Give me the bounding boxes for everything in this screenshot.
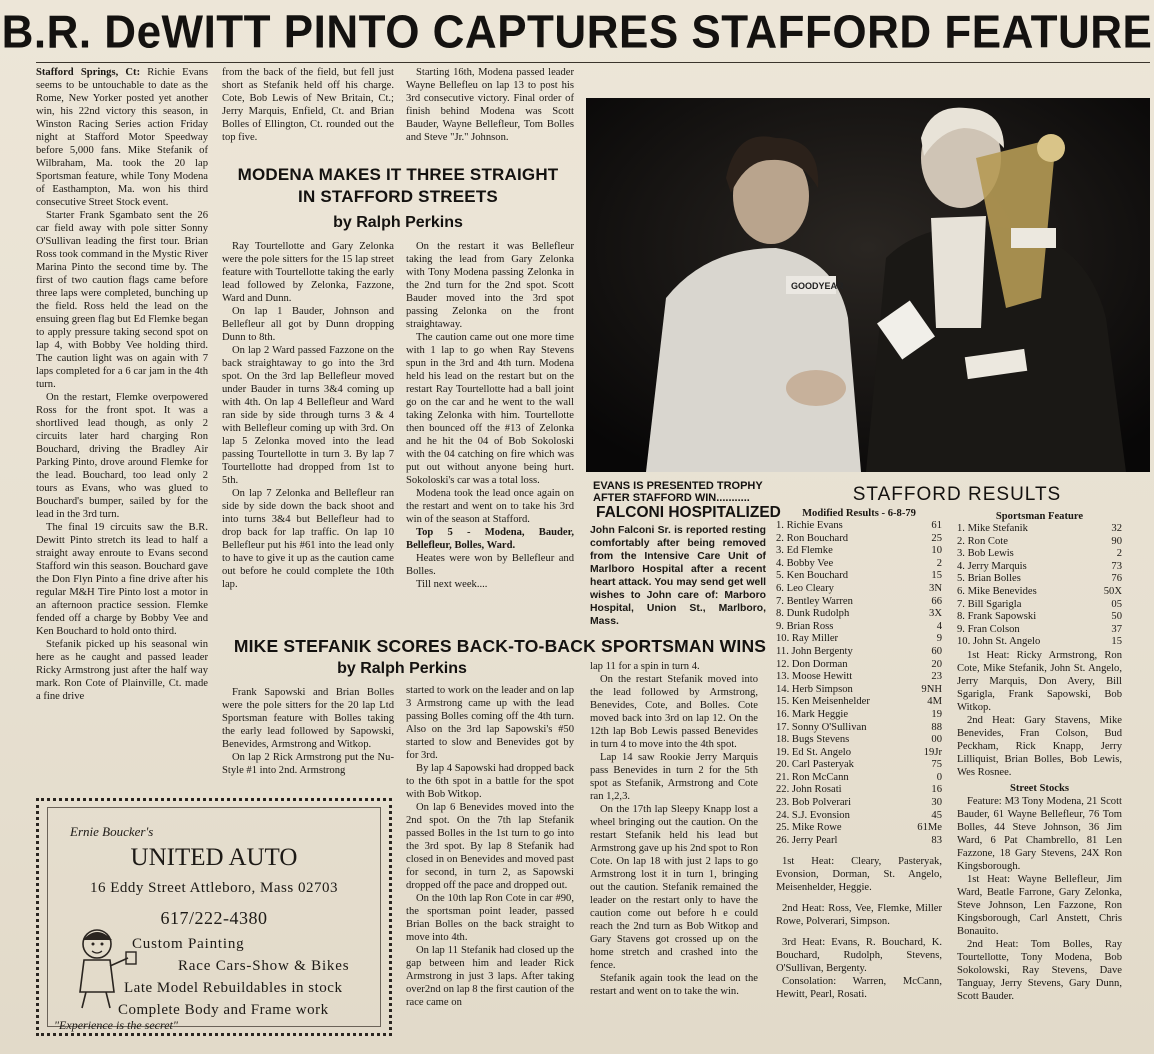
lead-paragraph: Stafford Springs, Ct: Richie Evans seems to be untouchable to date as the Rome, New Yorker posted yet another win, his 22nd victory this season, in Winston Racing Series action Friday night at Stafford Motor Speedway before 5,000 fans. Mike Stefanik of Wilbraham, Ma. took the 20 lap Sportsman feature, while Tony Modena of Easthampton, Ma. won his third consecutive Street Stock event.	[36, 67, 208, 208]
car-number: 3N	[929, 582, 942, 594]
sportsman-heat: 2nd Heat: Gary Stavens, Mike Benevides, Fran Colson, Bud Peckham, Rick Knapp, Jerry Lilliquist, Brian Bolles, Bob Lewis, Wes Rosnee.	[957, 714, 1122, 778]
street-stocks-heading: Street Stocks	[1010, 782, 1069, 794]
modified-result-row	[776, 659, 942, 672]
driver-name: 21. Ron McCann	[776, 771, 849, 783]
sportsman-result-row	[957, 611, 1122, 624]
modified-results	[776, 507, 942, 1001]
car-number: 73	[1111, 560, 1122, 572]
car-number: 2	[936, 557, 942, 569]
lead-story-column-2	[222, 66, 394, 144]
modified-result-row	[776, 671, 942, 684]
sportsman-result-row	[957, 586, 1122, 599]
modena-headline: MODENA MAKES IT THREE STRAIGHT IN STAFFORD STREETS	[237, 165, 559, 206]
story-paragraph: On lap 11 Stefanik had closed up the gap between him and leader Rick Armstrong in just 3 laps. After taking over2nd on lap 8 the first caution of the race came on	[406, 945, 574, 1008]
driver-name: 15. Ken Meisenhelder	[776, 696, 870, 708]
lead-story-column-1	[36, 66, 208, 703]
modified-result-row	[776, 797, 942, 810]
car-number: 3X	[929, 608, 942, 620]
modena-byline: by Ralph Perkins	[333, 214, 463, 231]
dateline: Stafford Springs, Ct:	[36, 67, 141, 78]
mechanic-cartoon-icon	[62, 922, 142, 1012]
modified-result-row	[776, 709, 942, 722]
car-number: 37	[1111, 623, 1122, 635]
car-number: 25	[931, 532, 942, 544]
story-paragraph: Heates were won by Bellefleur and Bolles.	[406, 553, 574, 577]
modified-heat: 3rd Heat: Evans, R. Bouchard, K. Bouchard, Rudolph, Stevens, O'Sullivan, Bergenty.	[776, 937, 942, 975]
modified-result-row	[776, 734, 942, 747]
story-paragraph: On lap 1 Bauder, Johnson and Bellefleur all got by Dunn dropping Dunn to 8th.	[222, 306, 394, 343]
stefanik-column-c	[590, 660, 758, 998]
driver-name: 17. Sonny O'Sullivan	[776, 721, 867, 733]
driver-name: 22. John Rosati	[776, 784, 842, 796]
ad-service-rebuildables: Late Model Rebuildables in stock	[124, 980, 343, 996]
modified-result-row	[776, 684, 942, 697]
sportsman-heat: 1st Heat: Ricky Armstrong, Ron Cote, Mike Stefanik, John St. Angelo, Jerry Marquis, Don Avery, Bill Sgarigla, Frank Sapowski, Bob Witkop.	[957, 649, 1122, 713]
modified-heat: 2nd Heat: Ross, Vee, Flemke, Miller Rowe, Polverari, Simpson.	[776, 903, 942, 928]
modified-result-row	[776, 784, 942, 797]
united-auto-ad	[36, 798, 392, 1036]
driver-name: 11. John Bergenty	[776, 645, 853, 657]
car-number: 66	[931, 595, 942, 607]
story-paragraph: Lap 14 saw Rookie Jerry Marquis pass Benevides in turn 2 for the 5th spot as Stefanik, Armstrong and Cote ran 1,2,3.	[590, 752, 758, 802]
driver-name: 10. John St. Angelo	[957, 636, 1041, 648]
street-stock-result: Feature: M3 Tony Modena, 21 Scott Bauder, 61 Wayne Bellefleur, 76 Tom Bolles, 44 Steve Johnson, 36 Jim Ward, 6 Pat Chambrello, 81 Len Fazzone, 18 Gary Stevens, 24X Ron Kingsborough.	[957, 795, 1122, 872]
falconi-headline: FALCONI HOSPITALIZED	[596, 504, 781, 521]
modified-result-row	[776, 810, 942, 823]
modified-result-row	[776, 646, 942, 659]
sportsman-results	[957, 510, 1122, 1003]
car-number: 61Me	[917, 822, 942, 834]
modified-result-row	[776, 533, 942, 546]
driver-name: 3. Bob Lewis	[957, 548, 1014, 560]
story-paragraph: Till next week....	[416, 579, 488, 590]
results-title: STAFFORD RESULTS	[852, 484, 1062, 505]
modified-results-list	[776, 520, 942, 847]
driver-name: 19. Ed St. Angelo	[776, 746, 852, 758]
car-number: 9	[936, 633, 942, 645]
story-paragraph: Stefanik again took the lead on the restart and went on to take the win.	[590, 973, 758, 997]
story-paragraph: On the 10th lap Ron Cote in car #90, the sportsman point leader, passed Brian Bolles on the back straight to move into 4th.	[406, 893, 574, 943]
modified-result-row	[776, 822, 942, 835]
car-number: 83	[931, 834, 942, 846]
stefanik-column-a	[222, 686, 394, 777]
driver-name: 4. Jerry Marquis	[957, 560, 1027, 572]
driver-name: 26. Jerry Pearl	[776, 834, 838, 846]
car-number: 16	[931, 784, 942, 796]
sportsman-result-row	[957, 573, 1122, 586]
driver-name: 5. Brian Bolles	[957, 573, 1021, 585]
car-number: 4M	[927, 696, 942, 708]
driver-name: 13. Moose Hewitt	[776, 671, 853, 683]
sportsman-result-row	[957, 536, 1122, 549]
ad-phone: 617/222-4380	[160, 908, 268, 928]
driver-name: 3. Ed Flemke	[776, 545, 833, 557]
photo-caption: EVANS IS PRESENTED TROPHY AFTER STAFFORD WIN...........	[593, 480, 763, 504]
driver-name: 16. Mark Heggie	[776, 708, 849, 720]
car-number: 9NH	[921, 683, 942, 695]
stefanik-byline: by Ralph Perkins	[337, 660, 467, 677]
modified-result-row	[776, 621, 942, 634]
driver-name: 6. Leo Cleary	[776, 582, 834, 594]
driver-name: 1. Mike Stefanik	[957, 523, 1028, 534]
ad-service-painting: Custom Painting	[132, 936, 245, 952]
ad-business-name: UNITED AUTO	[130, 844, 298, 871]
ad-service-race-cars: Race Cars-Show & Bikes	[178, 958, 350, 974]
driver-name: 23. Bob Polverari	[776, 797, 852, 809]
driver-name: 24. S.J. Evonsion	[776, 809, 850, 821]
story-paragraph: On the restart, Flemke overpowered Ross for the front spot. It was a shortlived lead though, as only 2 circuits later hard charging Ron Bouchard, driving the Bradley Air Parking Pinto, drove around Flemke for the lead. Bouchard, too lead only 2 tours as Evans, who was glued to Bouchard's bumper, sailed by for the lead in the 3rd turn.	[36, 392, 208, 520]
story-paragraph: Starting 16th, Modena passed leader Wayne Bellefleu on lap 13 to post his 3rd consecutive victory. Final order of finish behind Modena was Scott Bauder, Wayne Bellefleur, Tom Bolles and Steve "Jr." Johnson.	[406, 67, 574, 143]
modified-result-row	[776, 570, 942, 583]
driver-name: 6. Mike Benevides	[957, 585, 1037, 597]
story-paragraph: On lap 2 Rick Armstrong put the Nu-Style #1 into 2nd. Armstrong	[222, 752, 394, 776]
story-paragraph: from the back of the field, but fell just short as Stefanik held off his charge. Cote, Bob Lewis of New Britain, Ct.; Jerry Marquis, Enfield, Ct. and Brian Bolles of Ellington, Ct. rounded out the top five.	[222, 67, 394, 143]
stefanik-headline: MIKE STEFANIK SCORES BACK-TO-BACK SPORTSMAN WINS	[233, 636, 767, 656]
driver-name: 7. Bill Sgarigla	[957, 598, 1022, 610]
car-number: 00	[931, 734, 942, 746]
ad-owner: Ernie Boucker's	[70, 824, 154, 839]
story-paragraph: On the restart Stefanik moved into the lead followed by Armstrong, Benevides, Cote, and Bolles. Cote moved back into 3rd on lap 12. On the 12th lap Bob Lewis passed Benevides in turn 4 to move into the 4th spot.	[590, 674, 758, 750]
modified-result-row	[776, 835, 942, 848]
car-number: 0	[936, 771, 942, 783]
sportsman-result-row	[957, 561, 1122, 574]
modified-result-row	[776, 596, 942, 609]
driver-name: 12. Don Dorman	[776, 658, 848, 670]
modified-heat: 1st Heat: Cleary, Pasteryak, Evonsion, Dorman, St. Angelo, Meisenhelder, Heggie.	[776, 856, 942, 894]
sportsman-result-row	[957, 599, 1122, 612]
falconi-body: John Falconi Sr. is reported resting comfortably after being removed from the Intensive Care Unit of Marlboro Hospital after a recent heart attack. You may send get well wishes to John care of: Marboro Hospital, Union St., Marlboro, Mass.	[590, 525, 766, 627]
story-paragraph: On the 17th lap Sleepy Knapp lost a wheel bringing out the caution. On the restart Stefanik held his lead but Armstrong gave up his 2nd spot to Ron Cote. On lap 18 with just 2 laps to go Armstrong lost it in turn 1, bringing out the caution. Stefanik remained the leader on the restart only to have the caution come out before h e could reach the 2nd turn as Bob Witkop and Gary Stavens got crossed up on the home stretch and crashed into the fence.	[590, 804, 758, 971]
modified-result-row	[776, 722, 942, 735]
car-number: 20	[931, 658, 942, 670]
car-number: 30	[931, 797, 942, 809]
car-number: 05	[1111, 598, 1122, 610]
driver-name: 9. Fran Colson	[957, 623, 1020, 635]
modified-result-row	[776, 545, 942, 558]
lead-story-column-3	[406, 66, 574, 144]
street-stock-result: 1st Heat: Wayne Bellefleur, Jim Ward, Beatle Farrone, Gary Zelonka, Steve Johnson, Len Fazzone, Ron Kingsborough, Carl Anstett, Chris Bonauito.	[957, 873, 1122, 937]
story-paragraph: Stefanik picked up his seasonal win here as he caught and passed leader Ricky Armstrong just after the half way mark. Ron Cote of Plainville, Ct. made a fine drive	[36, 639, 208, 702]
driver-name: 10. Ray Miller	[776, 633, 839, 645]
driver-name: 2. Ron Cote	[957, 535, 1008, 547]
story-paragraph: Starter Frank Sgambato sent the 26 car field away with pole sitter Sonny O'Sullivan leading the first tour. Brian Ross took command in the Mystic River Marina Pinto the second time by. The first of two caution flags came before three laps were completed, bunching up the field. Ross held the lead on the ensuing green flag but Ed Flemke began to apply pressure taking second spot on lap 4, with Bobby Vee holding third. The caution light was on again with 7 laps completed for a 6 car jam in the 4th turn.	[36, 210, 208, 390]
driver-name: 2. Ron Bouchard	[776, 532, 849, 544]
trophy-photo-image	[586, 98, 1150, 472]
story-paragraph: Frank Sapowski and Brian Bolles were the pole sitters for the 20 lap Ltd Sportsman feature with Bolles taking the early lead followed by Sapowski, Benevides, Armstrong and Witkop.	[222, 687, 394, 750]
car-number: 45	[931, 809, 942, 821]
story-paragraph: On the restart it was Bellefleur taking the lead from Gary Zelonka with Tony Modena passing Zelonka in the 2nd turn for the 2nd spot. Scott Bauder moved into the 3rd spot passing Zelonka on the front straightaway.	[406, 241, 574, 330]
svg-text:GOODYEAR: GOODYEAR	[791, 281, 844, 291]
ad-address: 16 Eddy Street Attleboro, Mass 02703	[90, 880, 338, 896]
driver-name: 9. Brian Ross	[776, 620, 834, 632]
sportsman-heading: Sportsman Feature	[995, 511, 1084, 522]
car-number: 19	[931, 708, 942, 720]
car-number: 90	[1111, 535, 1122, 547]
ad-service-body-frame: Complete Body and Frame work	[118, 1002, 329, 1018]
car-number: 10	[931, 545, 942, 557]
story-paragraph: The caution came out one more time with 1 lap to go when Ray Stevens spun in the 3rd and 4th turn. Modena held his lead on the restart but on the restart Ray Tourtellotte had a ball joint go on the car and he went to the wall taking Zelonka with him. Tourtellotte then bounced off the #13 of Zelonka and he hit the 04 of Bob Sokoloski with the 04 catching on fire which was put out without anyone being hurt. Sokoloski's car was a total loss.	[406, 332, 574, 486]
modified-result-row	[776, 520, 942, 533]
modified-result-row	[776, 696, 942, 709]
car-number: 32	[1111, 523, 1122, 534]
car-number: 60	[931, 645, 942, 657]
story-paragraph: started to work on the leader and on lap 3 Armstrong came up with the lead passing Bolles coming off the 4th turn. Also on the 3rd lap Sapowski's #50 started to slow and Benevides got by for 3rd.	[406, 685, 574, 761]
headline-rule	[36, 62, 1150, 63]
driver-name: 20. Carl Pasteryak	[776, 759, 854, 771]
stefanik-column-b	[406, 684, 574, 1009]
sportsman-result-row	[957, 636, 1122, 649]
sportsman-result-row	[957, 624, 1122, 637]
driver-name: 5. Ken Bouchard	[776, 570, 849, 582]
trophy-photo	[586, 98, 1150, 472]
car-number: 76	[1111, 573, 1122, 585]
driver-name: 8. Frank Sapowski	[957, 611, 1037, 623]
story-paragraph: On lap 6 Benevides moved into the 2nd spot. On the 7th lap Stefanik passed Bolles in the 1st turn to go into the 3rd spot. By lap 8 Stefanik had closed in on Benevides and moved past for second, in turn 2, as Sapowski dropped off the pace and dropped out.	[406, 802, 574, 891]
car-number: 4	[936, 620, 942, 632]
story-paragraph: By lap 4 Sapowski had dropped back to the 6th spot in a battle for the spot with Bob Witkop.	[406, 763, 574, 800]
page-headline: B.R. DeWITT PINTO CAPTURES STAFFORD FEATURE	[1, 6, 1153, 59]
sportsman-result-row	[957, 548, 1122, 561]
driver-name: 7. Bentley Warren	[776, 595, 853, 607]
story-paragraph: Modena took the lead once again on the restart and went on to take his 3rd win of the season at Stafford.	[406, 488, 574, 525]
modified-result-row	[776, 747, 942, 760]
modified-result-row	[776, 608, 942, 621]
sportsman-result-row	[957, 523, 1122, 536]
driver-name: 1. Richie Evans	[776, 520, 843, 531]
driver-name: 4. Bobby Vee	[776, 557, 834, 569]
driver-name: 25. Mike Rowe	[776, 822, 842, 834]
story-paragraph: lap 11 for a spin in turn 4.	[590, 661, 700, 672]
modena-column-b	[406, 240, 574, 591]
driver-name: 18. Bugs Stevens	[776, 734, 850, 746]
modified-result-row	[776, 772, 942, 785]
street-stock-result: 2nd Heat: Tom Bolles, Ray Tourtellotte, Tony Modena, Bob Sokolowski, Ray Stevens, Dave Tanguay, Jerry Stevens, Gary Dunn, Scott Bauder.	[957, 938, 1122, 1002]
sportsman-results-list	[957, 523, 1122, 649]
car-number: 88	[931, 721, 942, 733]
ad-slogan: "Experience is the secret"	[54, 1018, 178, 1032]
modified-result-row	[776, 759, 942, 772]
car-number: 19Jr	[923, 746, 942, 758]
modified-result-row	[776, 633, 942, 646]
car-number: 50X	[1103, 585, 1122, 597]
car-number: 2	[1116, 548, 1122, 560]
car-number: 75	[931, 759, 942, 771]
car-number: 15	[1111, 636, 1122, 648]
driver-name: 8. Dunk Rudolph	[776, 608, 850, 620]
modified-result-row	[776, 583, 942, 596]
modified-results-heading: Modified Results - 6-8-79	[802, 508, 916, 519]
car-number: 50	[1111, 611, 1122, 623]
story-paragraph: On lap 7 Zelonka and Bellefleur ran side by side down the back shoot and into turns 3&4 but Bellefleur had to drop back for lap traffic. On lap 10 Bellefleur put his #61 into the lead only to have to give it up as the caution came out before he could complete the 10th lap.	[222, 488, 394, 590]
car-number: 15	[931, 570, 942, 582]
driver-name: 14. Herb Simpson	[776, 683, 853, 695]
story-paragraph: On lap 2 Ward passed Fazzone on the back straightaway to go into the 3rd spot. On the 3rd lap Bellefleur moved under Bauder in turns 3&4 coming up with 4th. On lap 4 Bellefleur and Ward ran side by side through turns 3 & 4 with Bellefleur coming up with 3rd. On lap 5 Zelonka moved into the lead passing Tourtellotte in turn 3. By lap 7 Tourtellotte had dropped from 1st to 5th.	[222, 345, 394, 486]
story-paragraph: Ray Tourtellotte and Gary Zelonka were the pole sitters for the 15 lap street feature with Tourtellotte taking the early lead followed by Zelonka, Fazzone, Ward and Dunn.	[222, 241, 394, 304]
story-paragraph: The final 19 circuits saw the B.R. Dewitt Pinto stretch its lead to half a straight away enroute to Evans second Stafford win this season. Bouchard gave the Don Flyn Pinto a fine drive after his regular M&H Tire Pinto lost a motor in an afternoon practice session. Flemke fended off a charge by Bobby Vee and Ken Bouchard to hold onto third.	[36, 522, 208, 637]
story-paragraph: Top 5 - Modena, Bauder, Bellefleur, Bolles, Ward.	[406, 527, 574, 551]
consolation-heat: Consolation: Warren, McCann, Hewitt, Pearl, Rosati.	[776, 976, 942, 1001]
car-number: 61	[931, 520, 942, 531]
car-number: 23	[931, 671, 942, 683]
modena-column-a	[222, 240, 394, 591]
modified-result-row	[776, 558, 942, 571]
